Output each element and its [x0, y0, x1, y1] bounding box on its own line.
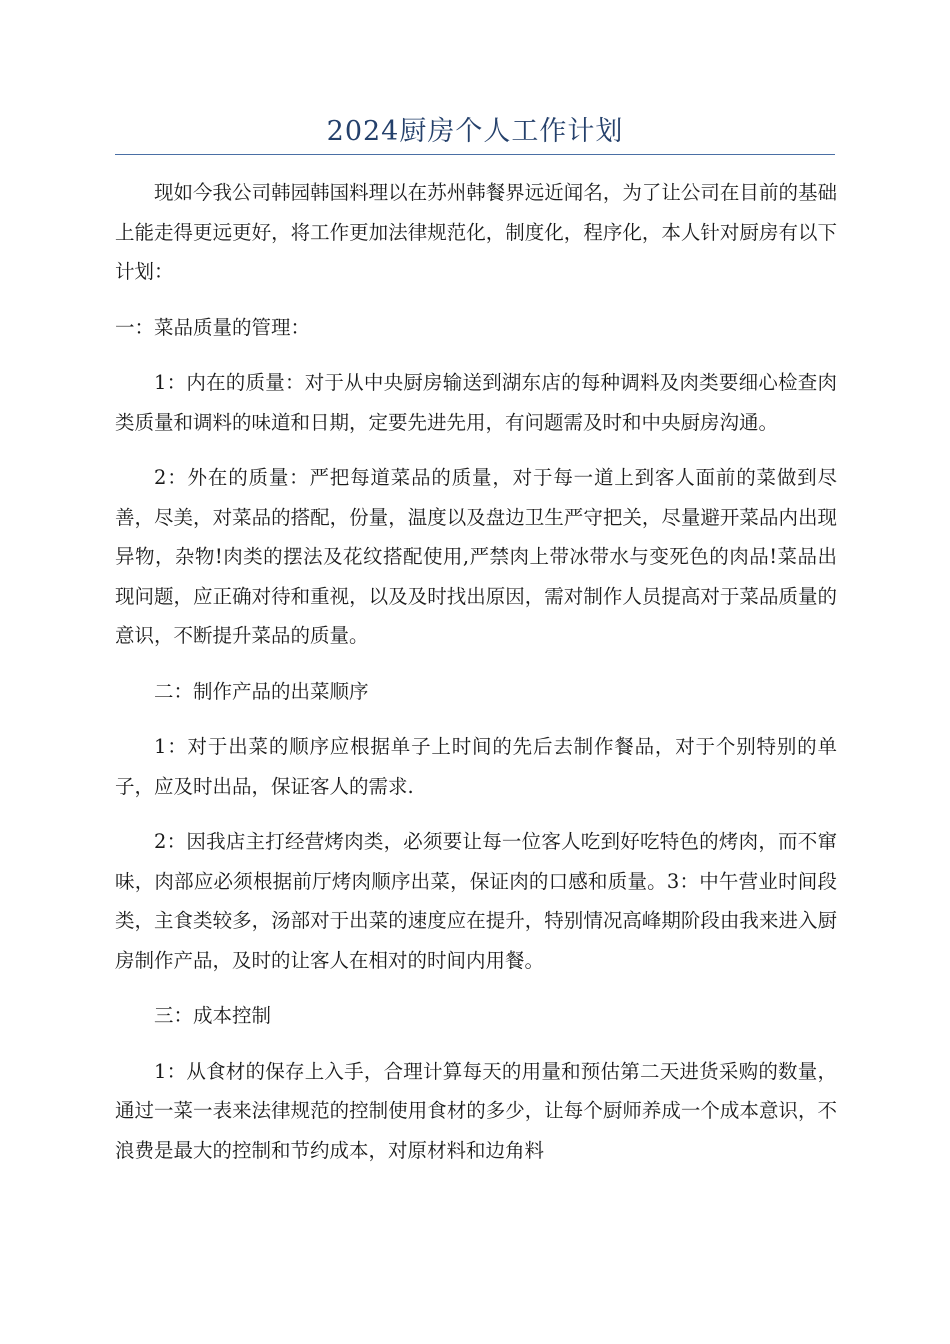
paragraph-order-2: 2：因我店主打经营烤肉类，必须要让每一位客人吃到好吃特色的烤肉，而不窜味，肉部应必须根据前厅烤肉顺序出菜，保证肉的口感和质量。3：中午营业时间段类，主食类较多，汤部对于出菜的速度应在提升，特别情况高峰期阶段由我来进入厨房制作产品，及时的让客人在相对的时间内用餐。 [115, 830, 837, 972]
document-title: 2024厨房个人工作计划 [326, 116, 624, 147]
title-underline [115, 154, 835, 155]
document-body [115, 173, 837, 1186]
paragraph-intro: 现如今我公司韩园韩国料理以在苏州韩餐界远近闻名，为了让公司在目前的基础上能走得更远更好，将工作更加法律规范化，制度化，程序化，本人针对厨房有以下计划： [115, 181, 837, 283]
section-heading-order: 二：制作产品的出菜顺序 [154, 679, 369, 703]
section-heading-cost: 三：成本控制 [154, 1004, 272, 1027]
paragraph-cost-1: 1：从食材的保存上入手，合理计算每天的用量和预估第二天进货采购的数量，通过一菜一表来法律规范的控制使用食材的多少，让每个厨师养成一个成本意识，不浪费是最大的控制和节约成本，对原材料和边角料 [115, 1059, 837, 1162]
section-heading-quality: 一：菜品质量的管理： [115, 315, 311, 339]
paragraph-outer-quality: 2：外在的质量：严把每道菜品的质量，对于每一道上到客人面前的菜做到尽善，尽美，对菜品的搭配，份量，温度以及盘边卫生严守把关，尽量避开菜品内出现异物，杂物!肉类的摆法及花纹搭配使用,严禁肉上带冰带水与变死色的肉品!菜品出现问题，应正确对待和重视，以及及时找出原因，需对制作人员提高对于菜品质量的意识，不断提升菜品的质量。 [115, 466, 837, 647]
paragraph-inner-quality: 1：内在的质量：对于从中央厨房输送到湖东店的每种调料及肉类要细心检查肉类质量和调料的味道和日期，定要先进先用，有问题需及时和中央厨房沟通。 [115, 371, 837, 434]
paragraph-order-1: 1：对于出菜的顺序应根据单子上时间的先后去制作餐品，对于个别特别的单子，应及时出品，保证客人的需求. [115, 735, 837, 798]
